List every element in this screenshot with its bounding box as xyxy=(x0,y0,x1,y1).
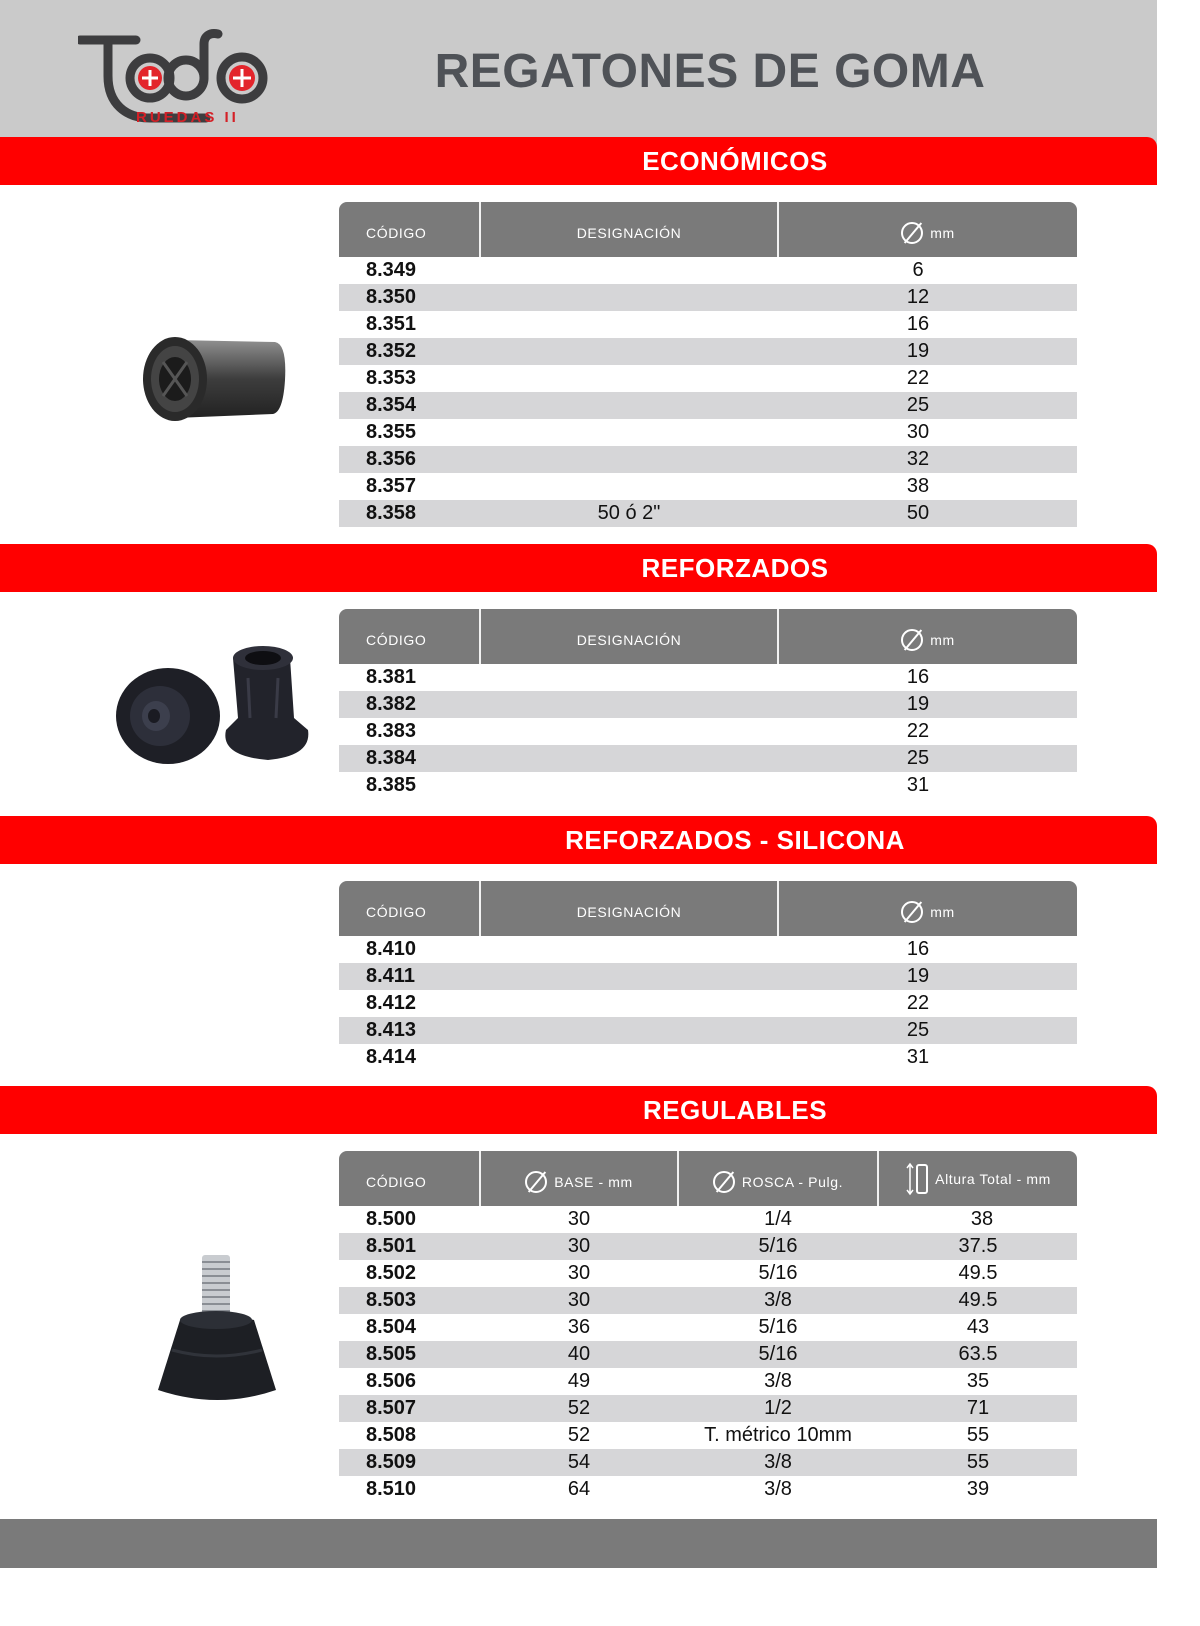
table-row xyxy=(339,257,1077,284)
cell-rosca: 3/8 xyxy=(764,1451,792,1473)
cell-altura: 55 xyxy=(966,1451,990,1473)
cell-code: 8.355 xyxy=(366,421,417,443)
cell-base: 30 xyxy=(567,1289,591,1311)
cell-diameter: 25 xyxy=(906,1019,930,1041)
cell-base: 40 xyxy=(567,1343,591,1365)
cell-code: 8.382 xyxy=(366,693,417,715)
col-rosca-label: ROSCA - Pulg. xyxy=(741,1173,844,1190)
diameter-icon xyxy=(901,629,923,651)
table-row xyxy=(339,311,1077,338)
cell-base: 30 xyxy=(567,1208,591,1230)
cell-diameter: 31 xyxy=(906,1046,930,1068)
cell-designation xyxy=(481,365,777,392)
table-row xyxy=(339,1314,1077,1341)
cell-designation xyxy=(481,963,777,990)
cell-designation xyxy=(481,990,777,1017)
cell-code: 8.349 xyxy=(366,259,417,281)
cell-designation xyxy=(481,664,777,691)
cell-code: 8.351 xyxy=(366,313,417,335)
cell-diameter: 22 xyxy=(906,992,930,1014)
table-row xyxy=(339,1206,1077,1233)
cell-diameter: 22 xyxy=(906,367,930,389)
col-rosca xyxy=(679,1151,877,1206)
table-row xyxy=(339,963,1077,990)
cell-base: 64 xyxy=(567,1478,591,1500)
cell-rosca: 5/16 xyxy=(758,1262,798,1284)
height-icon xyxy=(905,1162,931,1196)
cell-code: 8.358 xyxy=(366,502,417,524)
cell-designation xyxy=(481,257,777,284)
page-title: REGATONES DE GOMA xyxy=(434,45,986,98)
cell-rosca: 3/8 xyxy=(764,1370,792,1392)
cell-code: 8.501 xyxy=(366,1235,417,1257)
cell-diameter: 38 xyxy=(906,475,930,497)
cell-altura: 35 xyxy=(966,1370,990,1392)
table-row xyxy=(339,365,1077,392)
cell-diameter: 12 xyxy=(906,286,930,308)
col-designacion: DESIGNACIÓN xyxy=(576,631,682,648)
cell-designation xyxy=(481,718,777,745)
cell-code: 8.509 xyxy=(366,1451,417,1473)
col-diameter xyxy=(779,609,1077,664)
section-band-reforzados xyxy=(0,544,1157,592)
cell-code: 8.353 xyxy=(366,367,417,389)
table-row xyxy=(339,664,1077,691)
cell-code: 8.507 xyxy=(366,1397,417,1419)
svg-text:RUEDAS II: RUEDAS II xyxy=(136,109,239,126)
table-row xyxy=(339,338,1077,365)
cell-diameter: 31 xyxy=(906,774,930,796)
cell-altura: 49.5 xyxy=(958,1262,998,1284)
page-footer-bar xyxy=(0,1519,1157,1568)
cell-diameter: 25 xyxy=(906,394,930,416)
cell-diameter: 19 xyxy=(906,965,930,987)
table-row xyxy=(339,392,1077,419)
cell-altura: 71 xyxy=(966,1397,990,1419)
col-unit: mm xyxy=(930,631,955,648)
table-header xyxy=(339,1151,1077,1206)
cell-code: 8.503 xyxy=(366,1289,417,1311)
cell-rosca: 3/8 xyxy=(764,1478,792,1500)
diameter-icon xyxy=(901,901,923,923)
cell-base: 30 xyxy=(567,1262,591,1284)
rubber-tip-economico-photo xyxy=(135,322,290,437)
cell-base: 54 xyxy=(567,1451,591,1473)
cell-diameter: 16 xyxy=(906,313,930,335)
table-row xyxy=(339,990,1077,1017)
cell-designation xyxy=(481,311,777,338)
table-row xyxy=(339,473,1077,500)
cell-altura: 37.5 xyxy=(958,1235,998,1257)
cell-code: 8.384 xyxy=(366,747,417,769)
col-codigo: CÓDIGO xyxy=(366,631,427,648)
cell-designation xyxy=(481,1044,777,1071)
page-margin xyxy=(1157,0,1200,1626)
table-row xyxy=(339,772,1077,799)
col-base-label: BASE - mm xyxy=(554,1173,633,1190)
cell-code: 8.506 xyxy=(366,1370,417,1392)
section-band-reforzados-silicona xyxy=(0,816,1157,864)
cell-code: 8.500 xyxy=(366,1208,417,1230)
cell-altura: 55 xyxy=(966,1424,990,1446)
col-base xyxy=(481,1151,677,1206)
cell-rosca: 5/16 xyxy=(758,1343,798,1365)
rubber-tip-regulable-photo xyxy=(150,1250,285,1410)
cell-code: 8.510 xyxy=(366,1478,417,1500)
cell-code: 8.350 xyxy=(366,286,417,308)
cell-diameter: 6 xyxy=(912,259,924,281)
cell-base: 30 xyxy=(567,1235,591,1257)
cell-code: 8.505 xyxy=(366,1343,417,1365)
cell-code: 8.352 xyxy=(366,340,417,362)
table-row xyxy=(339,500,1077,527)
cell-altura: 38 xyxy=(970,1208,994,1230)
cell-diameter: 32 xyxy=(906,448,930,470)
cell-code: 8.413 xyxy=(366,1019,417,1041)
cell-altura: 49.5 xyxy=(958,1289,998,1311)
table-header xyxy=(339,202,1077,257)
cell-designation: 50 ó 2" xyxy=(597,502,661,524)
table-row xyxy=(339,1476,1077,1503)
cell-designation xyxy=(481,446,777,473)
section-title: ECONÓMICOS xyxy=(642,146,828,176)
cell-diameter: 19 xyxy=(906,340,930,362)
cell-designation xyxy=(481,691,777,718)
cell-code: 8.414 xyxy=(366,1046,417,1068)
table-row xyxy=(339,1233,1077,1260)
cell-code: 8.354 xyxy=(366,394,417,416)
diameter-icon xyxy=(901,222,923,244)
section-band-regulables xyxy=(0,1086,1157,1134)
table-row xyxy=(339,1044,1077,1071)
cell-code: 8.410 xyxy=(366,938,417,960)
cell-diameter: 22 xyxy=(906,720,930,742)
table-row xyxy=(339,1368,1077,1395)
cell-designation xyxy=(481,338,777,365)
cell-altura: 63.5 xyxy=(958,1343,998,1365)
cell-code: 8.385 xyxy=(366,774,417,796)
cell-altura: 43 xyxy=(966,1316,990,1338)
col-codigo: CÓDIGO xyxy=(366,224,427,241)
table-row xyxy=(339,1017,1077,1044)
table-row xyxy=(339,1422,1077,1449)
diameter-icon xyxy=(713,1171,735,1193)
table-header xyxy=(339,881,1077,936)
cell-diameter: 16 xyxy=(906,666,930,688)
brand-logo xyxy=(78,26,278,136)
table-row xyxy=(339,691,1077,718)
cell-code: 8.381 xyxy=(366,666,417,688)
cell-designation xyxy=(481,419,777,446)
cell-base: 36 xyxy=(567,1316,591,1338)
diameter-icon xyxy=(525,1171,547,1193)
cell-rosca: 1/4 xyxy=(764,1208,792,1230)
cell-code: 8.508 xyxy=(366,1424,417,1446)
table-row xyxy=(339,1287,1077,1314)
cell-rosca: 5/16 xyxy=(758,1316,798,1338)
cell-code: 8.411 xyxy=(366,965,415,987)
cell-rosca: 1/2 xyxy=(764,1397,792,1419)
cell-altura: 39 xyxy=(966,1478,990,1500)
cell-diameter: 30 xyxy=(906,421,930,443)
table-row xyxy=(339,1449,1077,1476)
cell-code: 8.502 xyxy=(366,1262,417,1284)
cell-rosca: 5/16 xyxy=(758,1235,798,1257)
section-title: REGULABLES xyxy=(642,1095,828,1125)
table-header xyxy=(339,609,1077,664)
table-row xyxy=(339,284,1077,311)
cell-code: 8.357 xyxy=(366,475,417,497)
section-title: REFORZADOS xyxy=(641,553,829,583)
table-row xyxy=(339,419,1077,446)
col-altura-label: Altura Total - mm xyxy=(935,1170,1051,1187)
col-codigo: CÓDIGO xyxy=(366,903,427,920)
cell-rosca: 3/8 xyxy=(764,1289,792,1311)
col-unit: mm xyxy=(930,903,955,920)
cell-code: 8.504 xyxy=(366,1316,417,1338)
cell-code: 8.356 xyxy=(366,448,417,470)
table-row xyxy=(339,1260,1077,1287)
col-unit: mm xyxy=(930,224,955,241)
rubber-tip-reforzado-photo xyxy=(108,638,318,778)
cell-code: 8.383 xyxy=(366,720,417,742)
table-row xyxy=(339,446,1077,473)
cell-base: 49 xyxy=(567,1370,591,1392)
col-designacion: DESIGNACIÓN xyxy=(576,224,682,241)
section-band-economicos xyxy=(0,137,1157,185)
cell-base: 52 xyxy=(567,1397,591,1419)
col-diameter xyxy=(779,202,1077,257)
cell-designation xyxy=(481,473,777,500)
cell-diameter: 16 xyxy=(906,938,930,960)
col-codigo: CÓDIGO xyxy=(366,1173,427,1190)
cell-designation xyxy=(481,284,777,311)
col-altura xyxy=(879,1151,1077,1206)
cell-designation xyxy=(481,1017,777,1044)
cell-diameter: 25 xyxy=(906,747,930,769)
cell-base: 52 xyxy=(567,1424,591,1446)
cell-rosca: T. métrico 10mm xyxy=(704,1424,852,1446)
col-diameter xyxy=(779,881,1077,936)
section-title: REFORZADOS - SILICONA xyxy=(565,825,905,855)
cell-designation xyxy=(481,772,777,799)
cell-designation xyxy=(481,392,777,419)
cell-designation xyxy=(481,936,777,963)
col-designacion: DESIGNACIÓN xyxy=(576,903,682,920)
table-row xyxy=(339,1395,1077,1422)
cell-code: 8.412 xyxy=(366,992,417,1014)
cell-diameter: 19 xyxy=(906,693,930,715)
table-row xyxy=(339,718,1077,745)
table-row xyxy=(339,1341,1077,1368)
cell-diameter: 50 xyxy=(906,502,930,524)
table-row xyxy=(339,745,1077,772)
table-row xyxy=(339,936,1077,963)
cell-designation xyxy=(481,745,777,772)
